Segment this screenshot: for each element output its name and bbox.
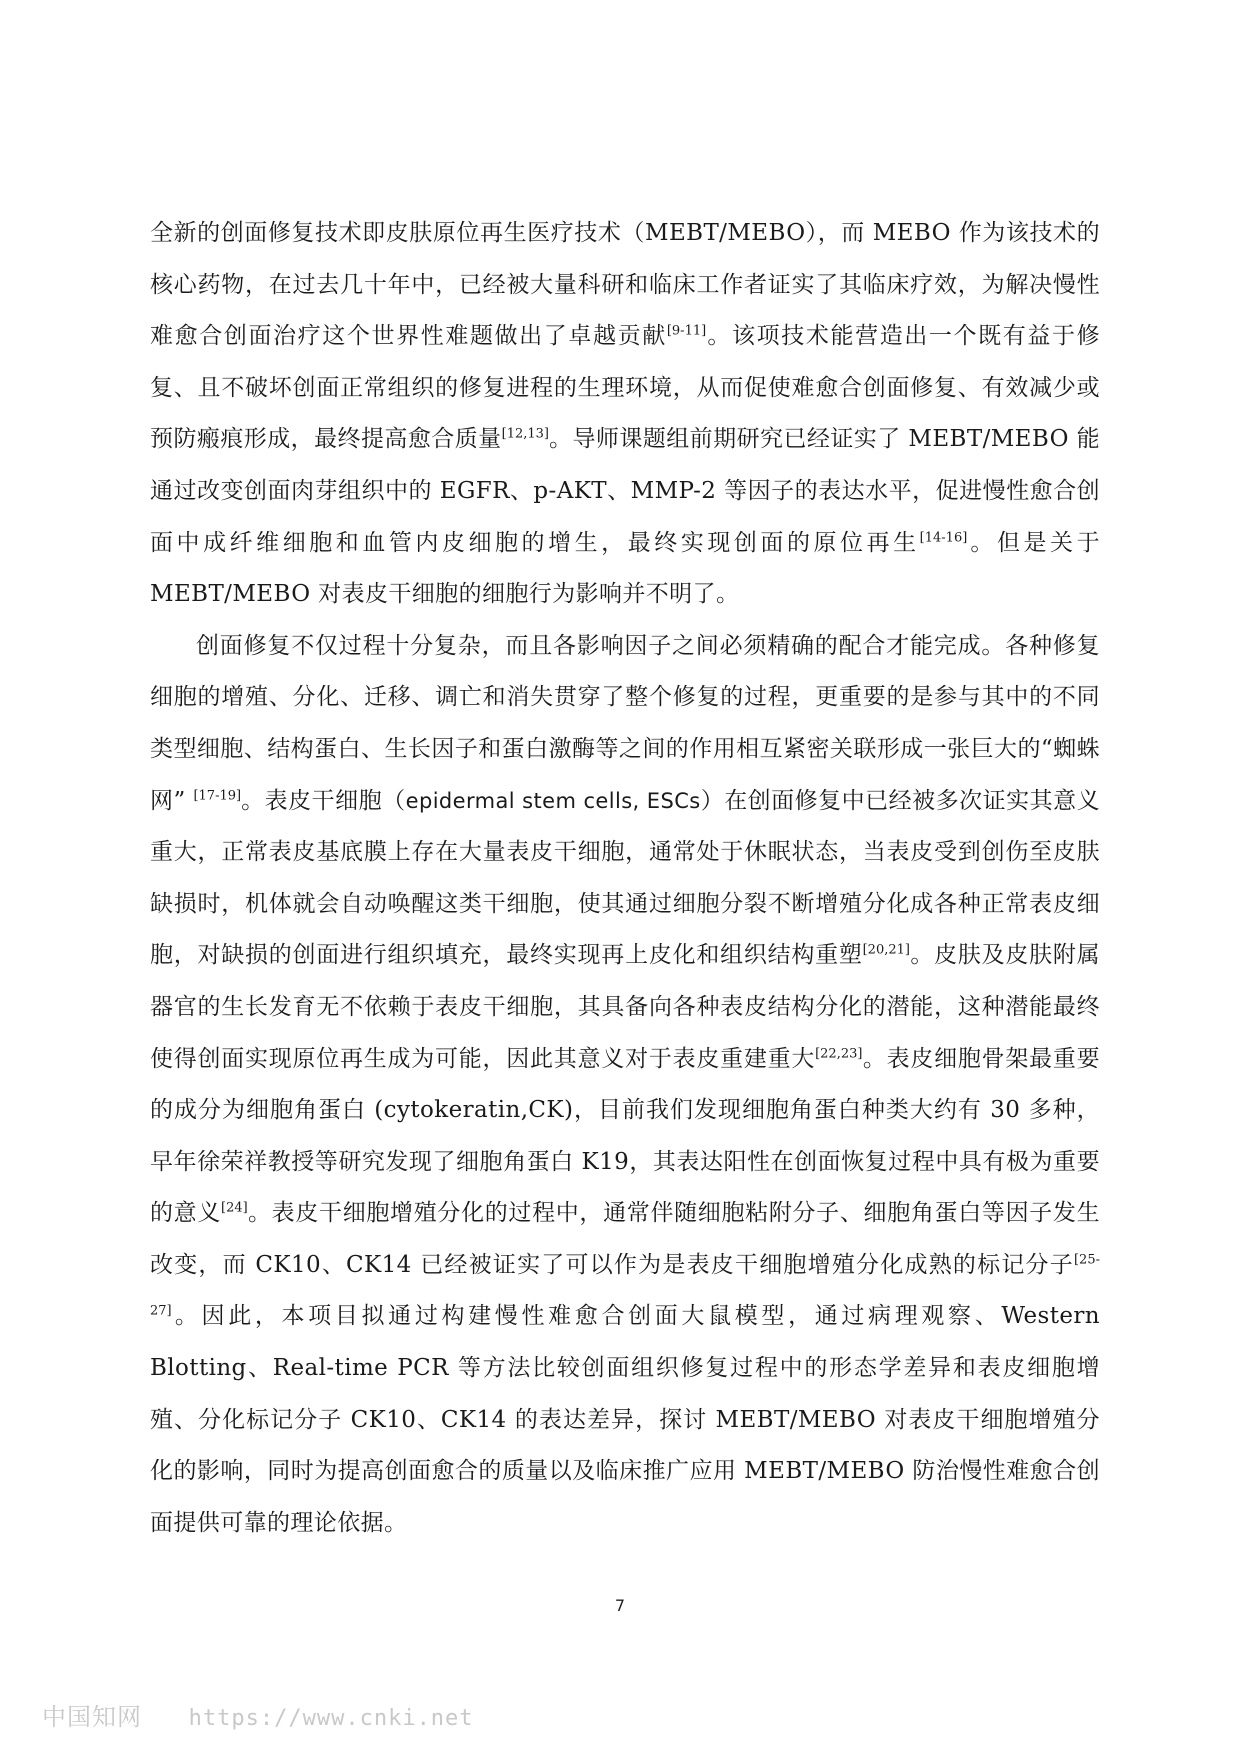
text-run: 。表皮细胞骨架最重要的成分为细胞角蛋白 (cytokeratin,CK)，目前我们发现细胞角蛋白种类大约有 30 多种，早年徐荣祥教授等研究发现了细胞角蛋白 K19，其表达阳性在创面恢复过程中具有极为重要的意义 bbox=[150, 1045, 1101, 1227]
text-run: 创面修复不仅过程十分复杂，而且各影响因子之间必须精确的配合才能完成。各种修复细胞的增殖、分化、迁移、调亡和消失贯穿了整个修复的过程，更重要的是参与其中的不同类型细胞、结构蛋白、生长因子和蛋白激酶等之间的作用相互紧密关联形成一张巨大的“蜘蛛网” bbox=[150, 632, 1100, 814]
site-watermark bbox=[42, 1697, 474, 1732]
citation-ref: [25-27] bbox=[150, 1252, 1100, 1319]
watermark-brand: 中国知网 bbox=[42, 1703, 142, 1731]
citation-ref: [17-19] bbox=[193, 787, 242, 803]
watermark-url: https://www.cnki.net bbox=[188, 1706, 474, 1731]
paragraph bbox=[150, 208, 1100, 621]
paragraph bbox=[150, 621, 1100, 1550]
text-run: 。表皮干细胞（ bbox=[241, 787, 406, 814]
citation-ref: [22,23] bbox=[815, 1045, 863, 1061]
text-run: epidermal stem cells, ESCs bbox=[405, 788, 701, 813]
page-number: 7 bbox=[614, 1596, 626, 1615]
text-run: ）在创面修复中已经被多次证实其意义重大，正常表皮基底膜上存在大量表皮干细胞，通常处于休眠状态，当表皮受到创伤至皮肤缺损时，机体就会自动唤醒这类干细胞，使其通过细胞分裂不断增殖分化成各种正常表皮细胞，对缺损的创面进行组织填充，最终实现再上皮化和组织结构重塑 bbox=[150, 787, 1100, 969]
citation-ref: [20,21] bbox=[862, 942, 910, 958]
citation-ref: [24] bbox=[221, 1200, 248, 1216]
citation-ref: [9-11] bbox=[666, 323, 707, 339]
body-text bbox=[150, 208, 1100, 1549]
text-run: 全新的创面修复技术即皮肤原位再生医疗技术（MEBT/MEBO），而 MEBO 作为该技术的核心药物，在过去几十年中，已经被大量科研和临床工作者证实了其临床疗效，为解决慢性难愈合创面治疗这个世界性难题做出了卓越贡献 bbox=[150, 220, 1100, 350]
citation-ref: [12,13] bbox=[501, 426, 549, 442]
text-run: 。因此，本项目拟通过构建慢性难愈合创面大鼠模型，通过病理观察、Western Blotting、Real-time PCR 等方法比较创面组织修复过程中的形态学差异和表皮细胞增殖、分化标记分子 CK10、CK14 的表达差异，探讨 MEBT/MEBO 对表皮干细胞增殖分化的影响，同时为提高创面愈合的质量以及临床推广应用 MEBT/MEBO 防治慢性难愈合创面提供可靠的理论依据。 bbox=[150, 1303, 1100, 1536]
citation-ref: [14-16] bbox=[919, 529, 968, 545]
text-run: 。该项技术能营造出一个既有益于修复、且不破坏创面正常组织的修复进程的生理环境，从而促使难愈合创面修复、有效减少或预防瘢痕形成，最终提高愈合质量 bbox=[150, 323, 1100, 453]
text-run: 。表皮干细胞增殖分化的过程中，通常伴随细胞粘附分子、细胞角蛋白等因子发生改变，而 CK10、CK14 已经被证实了可以作为是表皮干细胞增殖分化成熟的标记分子 bbox=[150, 1200, 1100, 1278]
text-run: 。但是关于 MEBT/MEBO 对表皮干细胞的细胞行为影响并不明了。 bbox=[150, 529, 1100, 608]
text-run: 。皮肤及皮肤附属器官的生长发育无不依赖于表皮干细胞，其具备向各种表皮结构分化的潜能，这种潜能最终使得创面实现原位再生成为可能，因此其意义对于表皮重建重大 bbox=[150, 942, 1101, 1072]
text-run: 。导师课题组前期研究已经证实了 MEBT/MEBO 能通过改变创面肉芽组织中的 EGFR、p-AKT、MMP-2 等因子的表达水平，促进慢性愈合创面中成纤维细胞和血管内皮细胞的增生，最终实现创面的原位再生 bbox=[150, 426, 1101, 556]
